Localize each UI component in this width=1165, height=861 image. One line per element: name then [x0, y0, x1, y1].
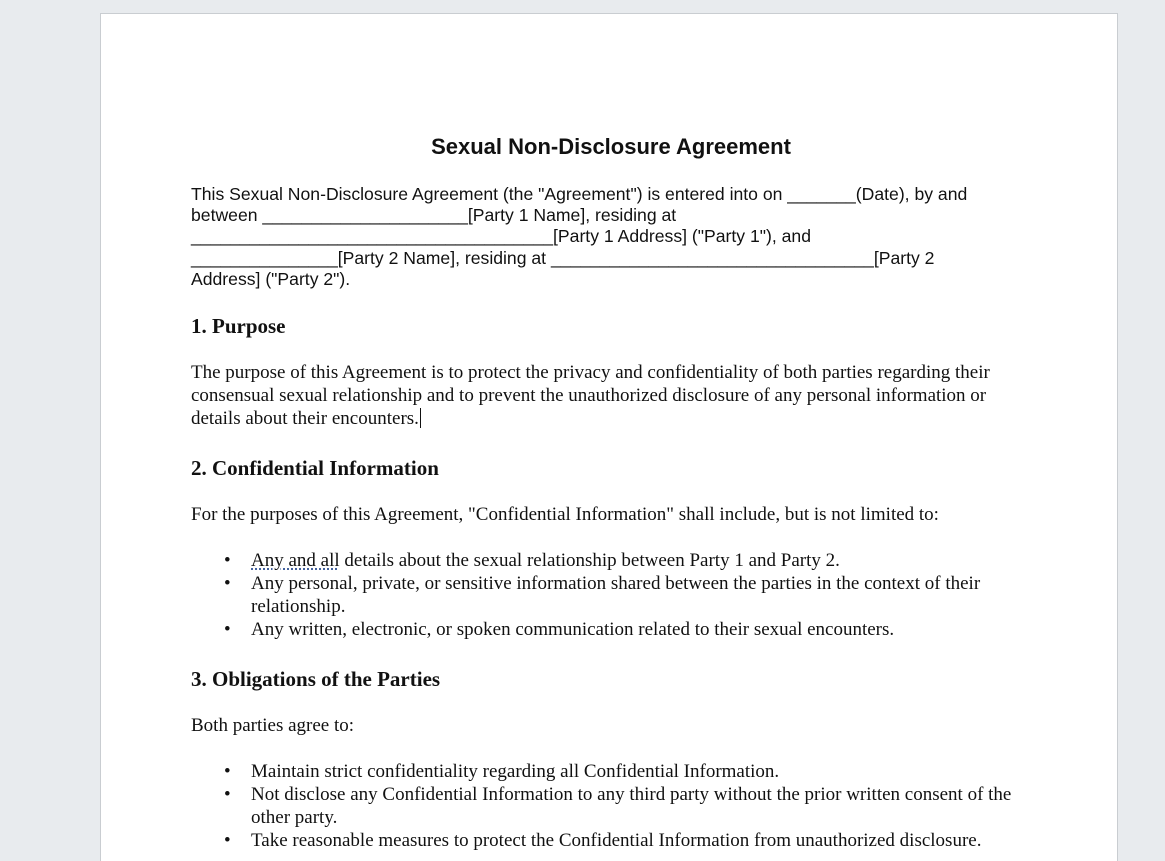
intro-line: Address] ("Party 2"). [191, 268, 351, 289]
list-item-text: Any personal, private, or sensitive information shared between the parties in the context of their relationship. [251, 573, 981, 618]
list-item[interactable] [224, 783, 1031, 829]
obligations-list [191, 760, 1031, 852]
obligations-intro-paragraph[interactable]: Both parties agree to: [191, 715, 355, 737]
section-heading-confidential-information: 2. Confidential Information [191, 456, 439, 481]
bullet-icon: • [224, 830, 231, 852]
list-item-text: details about the sexual relationship between Party 1 and Party 2. [339, 550, 840, 572]
intro-paragraph[interactable] [191, 184, 1021, 290]
document-page[interactable] [100, 13, 1118, 861]
section-heading-obligations: 3. Obligations of the Parties [191, 667, 441, 692]
grammar-flagged-text[interactable]: Any and all [251, 550, 340, 572]
list-item[interactable] [224, 760, 1031, 783]
list-item[interactable] [224, 618, 1031, 641]
bullet-icon: • [224, 573, 231, 595]
section-heading-purpose: 1. Purpose [191, 314, 286, 339]
list-item-text: Take reasonable measures to protect the Confidential Information from unauthorized disclosure. [251, 830, 982, 852]
page-content[interactable] [191, 132, 1031, 852]
intro-line: This Sexual Non-Disclosure Agreement (the "Agreement") is entered into on _______(Date), by and [191, 184, 968, 204]
text-cursor [420, 408, 421, 428]
intro-line: _______________[Party 2 Name], residing at _________________________________[Party 2 [191, 247, 935, 268]
intro-line: _____________________________________[Party 1 Address] ("Party 1"), and [191, 226, 811, 247]
purpose-paragraph[interactable] [191, 361, 1031, 430]
bullet-icon: • [224, 761, 231, 783]
intro-line: between _____________________[Party 1 Name], residing at [191, 205, 677, 226]
purpose-text: The purpose of this Agreement is to protect the privacy and confidentiality of both parties regarding their consensual sexual relationship and to prevent the unauthorized disclosure of any personal information or details about their encounters. [191, 362, 990, 430]
list-item-text: Not disclose any Confidential Information to any third party without the prior written consent of the other party. [251, 784, 1012, 829]
bullet-icon: • [224, 550, 231, 572]
list-item[interactable] [224, 549, 1031, 572]
document-title[interactable]: Sexual Non-Disclosure Agreement [431, 134, 791, 159]
list-item-text: Maintain strict confidentiality regarding all Confidential Information. [251, 761, 780, 783]
bullet-icon: • [224, 784, 231, 806]
list-item-text: Any written, electronic, or spoken communication related to their sexual encounters. [251, 619, 895, 641]
bullet-icon: • [224, 619, 231, 641]
list-item[interactable] [224, 829, 1031, 852]
list-item[interactable] [224, 572, 1031, 618]
confidential-info-list [191, 549, 1031, 641]
confidential-intro-paragraph[interactable]: For the purposes of this Agreement, "Confidential Information" shall include, but is not limited to: [191, 504, 939, 526]
